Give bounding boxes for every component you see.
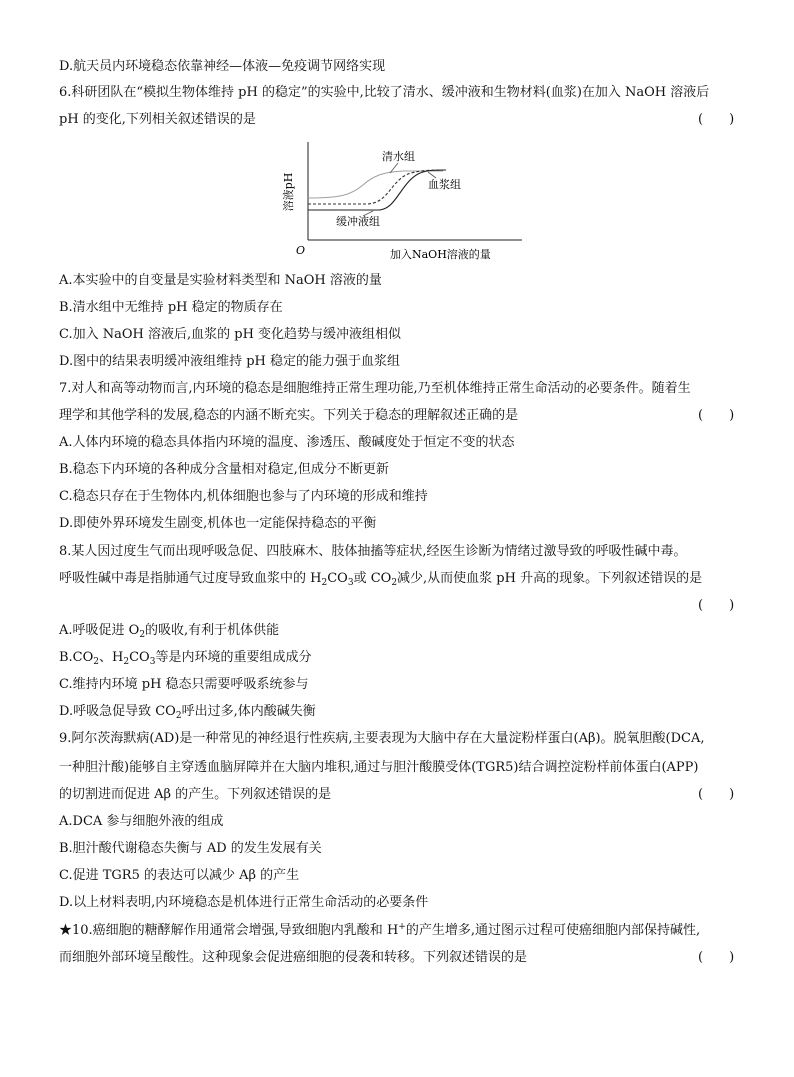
q9-stem-line1: 9.阿尔茨海默病(AD)是一种常见的神经退行性疾病,主要表现为大脑中存在大量淀粉样蛋白(Aβ)。脱氧胆酸(DCA, xyxy=(59,731,705,746)
ph-chart xyxy=(278,140,528,265)
q9-stem-line2: 一种胆汁酸)能够自主穿透血脑屏障并在大脑内堆积,通过与胆汁酸膜受体(TGR5)结合调控淀粉样前体蛋白(APP) xyxy=(59,760,699,775)
x-axis-label: 加入NaOH溶液的量 xyxy=(390,248,491,261)
series-label-清水组: 清水组 xyxy=(382,150,415,163)
q9-option-b: B.胆汁酸代谢稳态失衡与 AD 的发生发展有关 xyxy=(59,841,322,856)
q6-answer-paren: ( ) xyxy=(698,112,735,127)
series-line-血浆组 xyxy=(308,170,443,204)
q7-option-b: B.稳态下内环境的各种成分含量相对稳定,但成分不断更新 xyxy=(59,462,389,477)
q10-answer-paren: ( ) xyxy=(698,950,735,965)
q6-stem-line1: 6.科研团队在“模拟生物体维持 pH 的稳定”的实验中,比较了清水、缓冲液和生物材料(血浆)在加入 NaOH 溶液后 xyxy=(59,85,710,100)
q7-stem-line2: 理学和其他学科的发展,稳态的内涵不断充实。下列关于稳态的理解叙述正确的是 xyxy=(59,408,519,423)
q7-option-c: C.稳态只存在于生物体内,机体细胞也参与了内环境的形成和维持 xyxy=(59,489,428,504)
origin-label: O xyxy=(296,244,306,257)
q8-stem-line2: 呼吸性碱中毒是指肺通气过度导致血浆中的 $H_2CO_3$或 $CO_2$减少,从而使血浆 pH 升高的现象。下列叙述错误的是 xyxy=(59,571,703,588)
q7-option-a: A.人体内环境的稳态具体指内环境的温度、渗透压、酸碱度处于恒定不变的状态 xyxy=(59,435,515,450)
q6-option-b: B.清水组中无维持 pH 稳定的物质存在 xyxy=(59,300,283,315)
q9-option-c: C.促进 TGR5 的表达可以减少 Aβ 的产生 xyxy=(59,868,300,883)
q7-stem-line1: 7.对人和高等动物而言,内环境的稳态是细胞维持正常生理功能,乃至机体维持正常生命活动的必要条件。随着生 xyxy=(59,381,691,396)
q9-option-d: D.以上材料表明,内环境稳态是机体进行正常生命活动的必要条件 xyxy=(59,895,429,910)
q8-option-a: A.呼吸促进 $O_2$的吸收,有利于机体供能 xyxy=(59,623,280,640)
y-axis-label: 溶液pH xyxy=(282,172,295,212)
series-label-血浆组: 血浆组 xyxy=(428,178,461,191)
q8-option-c: C.维持内环境 pH 稳态只需要呼吸系统参与 xyxy=(59,677,309,692)
q9-answer-paren: ( ) xyxy=(698,787,735,802)
q9-option-a: A.DCA 参与细胞外液的组成 xyxy=(59,814,224,829)
series-line-清水组 xyxy=(308,171,443,198)
q6-stem-line2: pH 的变化,下列相关叙述错误的是 xyxy=(59,112,256,127)
q10-stem-line1: ★10.癌细胞的糖酵解作用通常会增强,导致细胞内乳酸和 H+的产生增多,通过图示过程可使癌细胞内部保持碱性, xyxy=(59,922,701,938)
q5-option-d: D.航天员内环境稳态依靠神经—体液—免疫调节网络实现 xyxy=(59,59,386,74)
q8-answer-paren: ( ) xyxy=(698,598,735,613)
q6-option-c: C.加入 NaOH 溶液后,血浆的 pH 变化趋势与缓冲液组相似 xyxy=(59,327,402,342)
q9-stem-line3: 的切割进而促进 Aβ 的产生。下列叙述错误的是 xyxy=(59,787,332,802)
q6-option-a: A.本实验中的自变量是实验材料类型和 NaOH 溶液的量 xyxy=(59,273,382,288)
series-label-缓冲液组: 缓冲液组 xyxy=(336,215,380,228)
q10-stem-line2: 而细胞外部环境呈酸性。这种现象会促进癌细胞的侵袭和转移。下列叙述错误的是 xyxy=(59,950,528,965)
q8-option-b: $B.CO_2$、$H_2CO_3$等是内环境的重要组成成分 xyxy=(59,650,312,667)
q8-stem-line1: 8.某人因过度生气而出现呼吸急促、四肢麻木、肢体抽搐等症状,经医生诊断为情绪过激导致的呼吸性碱中毒。 xyxy=(59,544,687,559)
q7-option-d: D.即使外界环境发生剧变,机体也一定能保持稳态的平衡 xyxy=(59,516,377,531)
q6-option-d: D.图中的结果表明缓冲液组维持 pH 稳定的能力强于血浆组 xyxy=(59,354,401,369)
q7-answer-paren: ( ) xyxy=(698,408,735,423)
q8-option-d: D.呼吸急促导致 $CO_2$呼出过多,体内酸碱失衡 xyxy=(59,704,316,721)
